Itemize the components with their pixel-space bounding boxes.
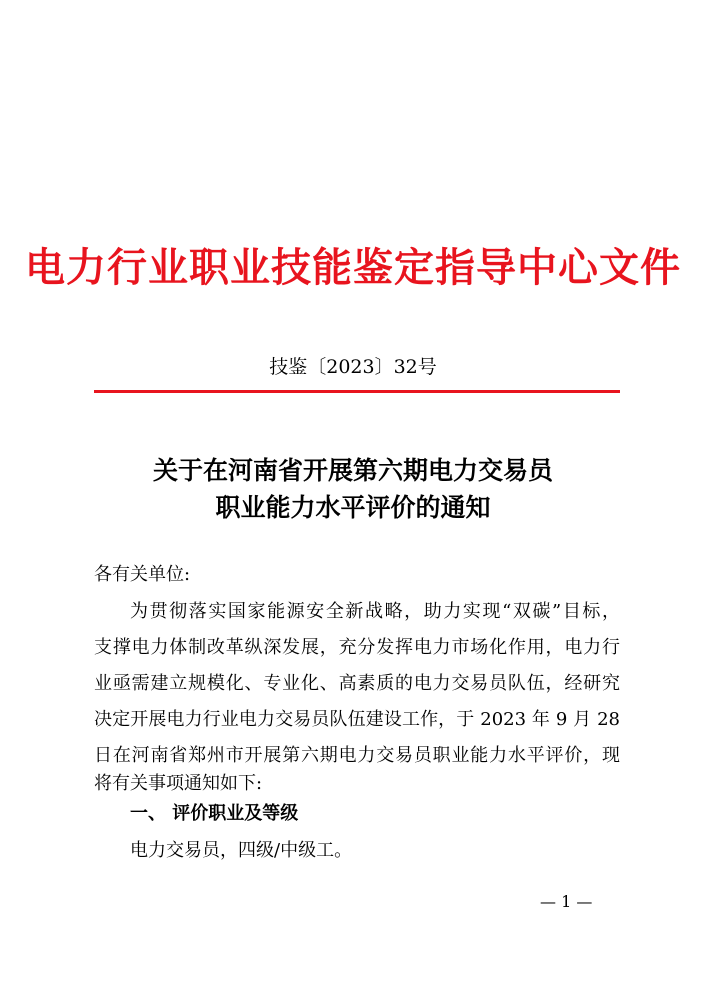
notice-title-line-2: 职业能力水平评价的通知 bbox=[215, 493, 491, 522]
body-line-4: 决定开展电力行业电力交易员队伍建设工作，于 2023 年 9 月 28 bbox=[94, 709, 620, 730]
document-number: 技鉴〔2023〕32号 bbox=[269, 356, 437, 378]
salutation: 各有关单位: bbox=[94, 564, 191, 585]
section-1-heading: 一、 评价职业及等级 bbox=[130, 803, 299, 824]
body-line-2: 支撑电力体制改革纵深发展，充分发挥电力市场化作用，电力行 bbox=[94, 637, 620, 658]
body-line-6: 将有关事项通知如下: bbox=[94, 773, 263, 794]
notice-title-line-1: 关于在河南省开展第六期电力交易员 bbox=[152, 456, 553, 485]
page-number: — 1 — bbox=[540, 892, 593, 911]
org-header-title: 电力行业职业技能鉴定指导中心文件 bbox=[25, 244, 681, 291]
section-1-text: 电力交易员，四级/中级工。 bbox=[130, 840, 353, 861]
red-divider-line bbox=[94, 390, 620, 393]
body-line-3: 业亟需建立规模化、专业化、高素质的电力交易员队伍，经研究 bbox=[94, 673, 620, 694]
body-line-1: 为贯彻落实国家能源安全新战略，助力实现“双碳”目标， bbox=[130, 601, 620, 622]
body-line-5: 日在河南省郑州市开展第六期电力交易员职业能力水平评价，现 bbox=[94, 745, 620, 766]
